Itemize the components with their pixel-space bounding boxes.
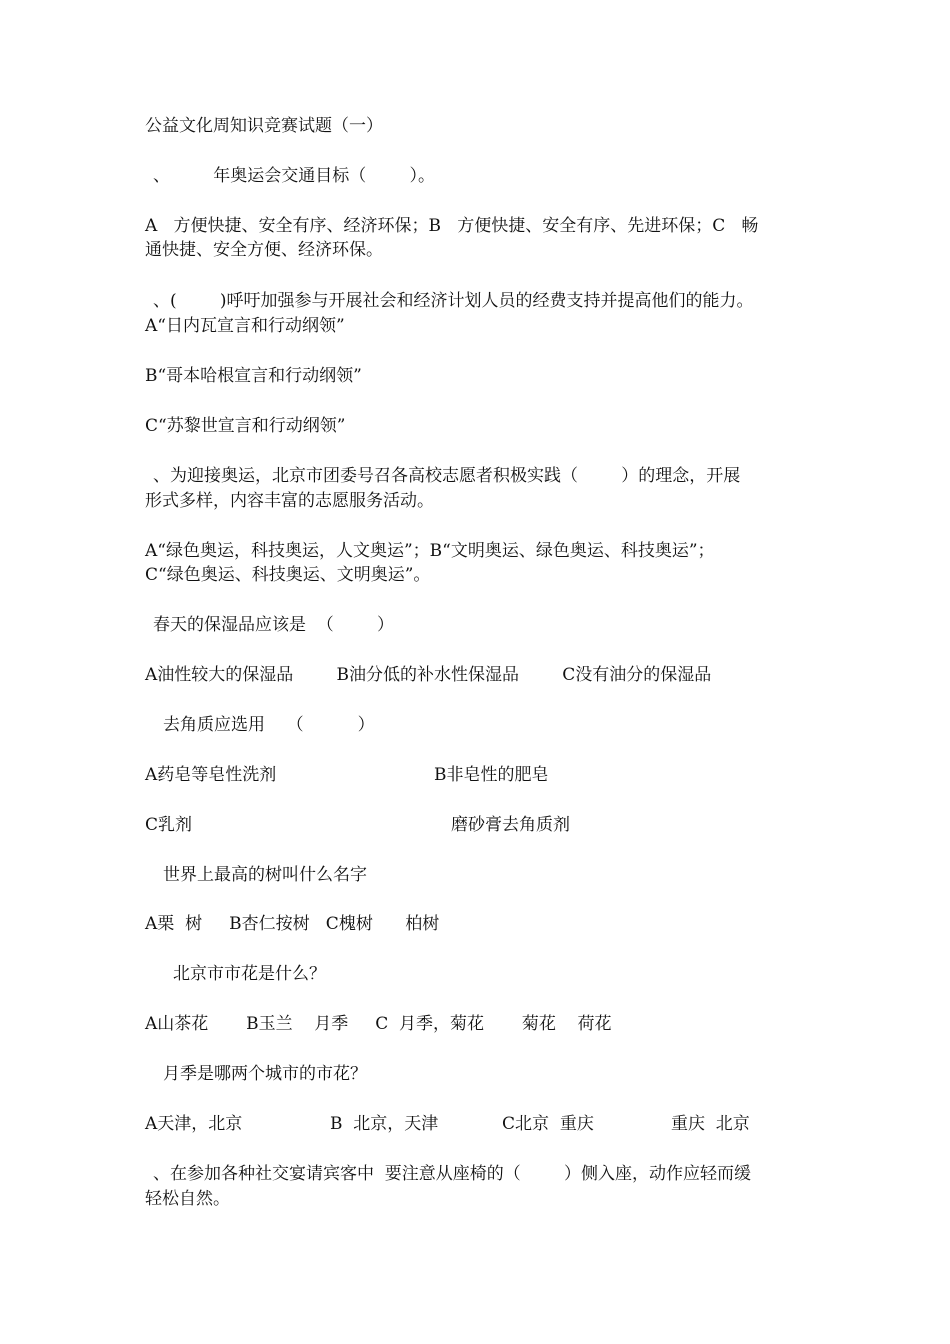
question-2-option-c: C“苏黎世宣言和行动纲领” [145,416,346,436]
question-8-option-b: B 北京，天津 [330,1114,439,1134]
question-2-option-a: A“日内瓦宣言和行动纲领” [145,316,345,336]
question-3-options: A“绿色奥运，科技奥运，人文奥运”；B“文明奥运、绿色奥运、科技奥运”； [145,541,715,561]
question-4-options: A油性较大的保湿品 B油分低的补水性保湿品 C没有油分的保湿品 [145,665,712,685]
question-5: 去角质应选用 （ ） [163,715,375,735]
question-9: 、在参加各种社交宴请宾客中 要注意从座椅的（ ）侧入座，动作应轻而缓 [153,1164,752,1184]
question-4: 春天的保湿品应该是 （ ） [153,615,395,635]
question-3-options-continued: C“绿色奥运、科技奥运、文明奥运”。 [145,565,431,585]
question-7-options: A山茶花 B玉兰 月季 C 月季，菊花 菊花 荷花 [145,1014,612,1034]
question-2: 、( )呼吁加强参与开展社会和经济计划人员的经费支持并提高他们的能力。 [153,291,754,311]
question-8-option-a: A天津，北京 [145,1114,243,1134]
question-8-option-d: 重庆 北京 [671,1114,750,1134]
document-title: 公益文化周知识竞赛试题（一） [145,116,383,136]
question-5-option-d: 磨砂膏去角质剂 [451,815,570,835]
question-9-continued: 轻松自然。 [145,1189,230,1209]
question-5-option-b: B非皂性的肥皂 [434,765,549,785]
question-3: 、为迎接奥运，北京市团委号召各高校志愿者积极实践（ ）的理念，开展 [153,466,741,486]
question-3-continued: 形式多样，内容丰富的志愿服务活动。 [145,491,434,511]
question-6-options: A栗 树 B杏仁按树 C槐树 柏树 [145,914,440,934]
question-6: 世界上最高的树叫什么名字 [163,865,367,885]
question-7: 北京市市花是什么？ [173,964,326,984]
question-1-options-continued: 通快捷、安全方便、经济环保。 [145,240,383,260]
question-5-option-a: A药皂等皂性洗剂 [145,765,277,785]
question-1-options: A 方便快捷、安全有序、经济环保；B 方便快捷、安全有序、先进环保；C 畅 [145,216,759,236]
question-2-option-b: B“哥本哈根宣言和行动纲领” [145,366,362,386]
question-5-option-c: C乳剂 [145,815,193,835]
question-1: 、 年奥运会交通目标（ ）。 [153,166,435,186]
question-8: 月季是哪两个城市的市花？ [163,1064,367,1084]
question-8-option-c: C北京 重庆 [502,1114,594,1134]
